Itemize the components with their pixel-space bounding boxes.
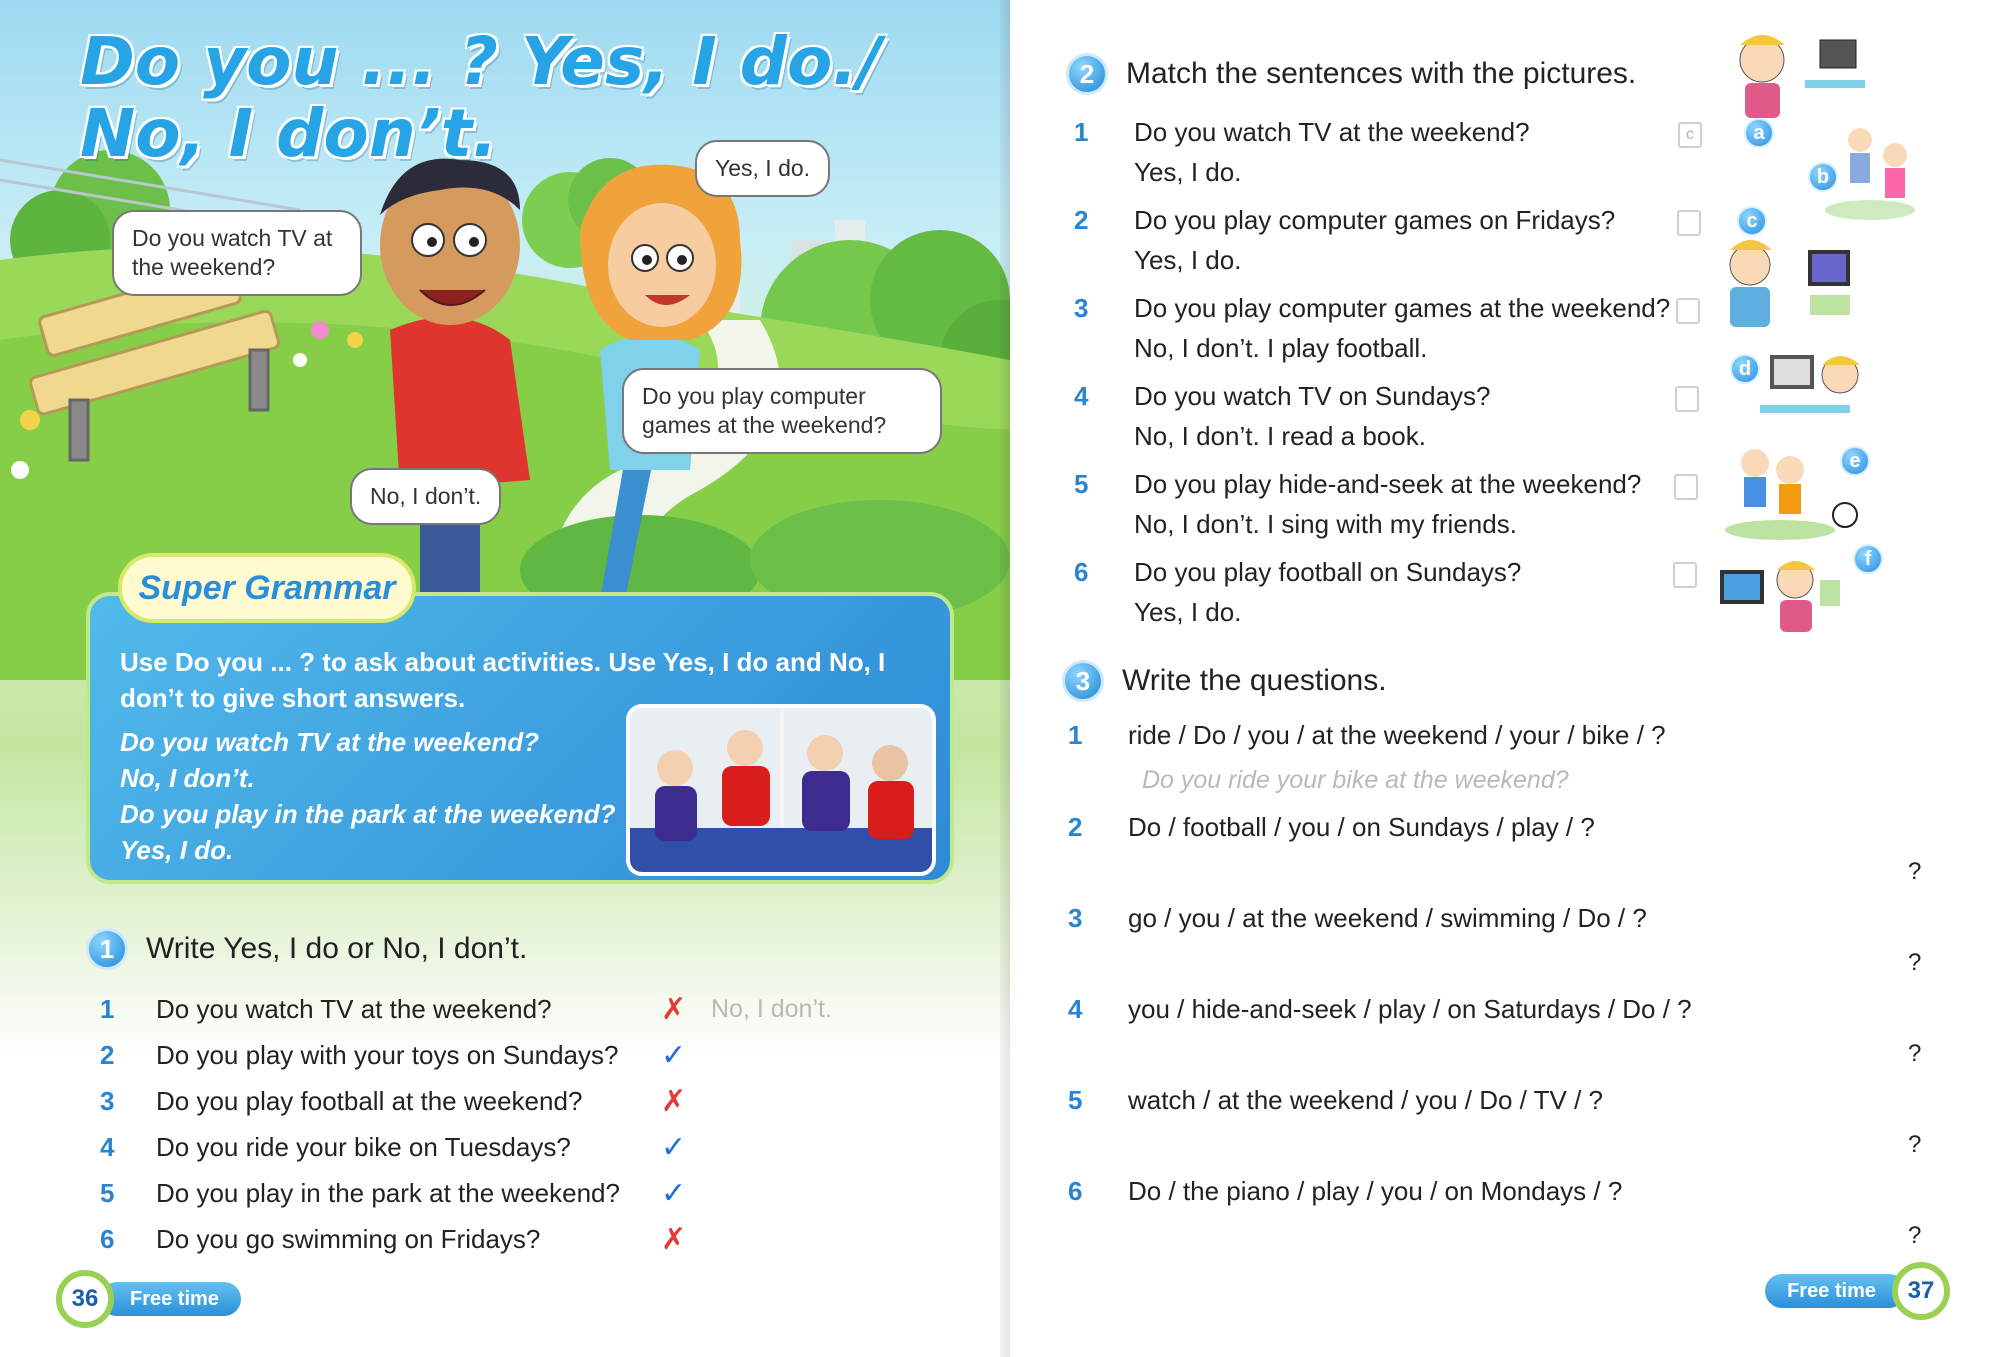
exercise-number-badge: 3 (1062, 660, 1104, 702)
cross-mark-icon: ✗ (661, 993, 687, 1026)
right-page (1010, 0, 2000, 1357)
answer-box[interactable]: c (1678, 122, 1702, 148)
picture-label: f (1853, 544, 1883, 574)
footer-section-label: Free time (100, 1282, 241, 1316)
exercise-1-item (100, 992, 832, 1027)
speech-bubble-girl-yes (695, 140, 830, 197)
item-number: 1 (1074, 117, 1089, 147)
item-number: 5 (1068, 1085, 1083, 1115)
item-number: 4 (1074, 381, 1089, 411)
item-number: 2 (1074, 205, 1089, 235)
question-mark: ? (1908, 858, 1922, 885)
speech-bubble-girl-question (622, 368, 942, 454)
cross-mark-icon: ✗ (661, 1223, 687, 1256)
speech-bubble-text: No, I don’t. (370, 483, 482, 509)
item-answer: Yes, I do. (1134, 597, 1242, 627)
item-answer: No, I don’t. I read a book. (1134, 421, 1426, 451)
picture-label: a (1744, 118, 1774, 148)
picture-e (1725, 449, 1857, 540)
item-question: Do you play in the park at the weekend? (156, 1178, 620, 1208)
answer-box[interactable] (1675, 386, 1699, 412)
item-jumbled-words: go / you / at the weekend / swimming / Do / ? (1128, 903, 1647, 933)
exercise-1-header (86, 928, 527, 970)
title-line-2: No, I don’t. (80, 95, 498, 172)
item-question: Do you play football at the weekend? (156, 1086, 583, 1116)
exercise-1-item (100, 1038, 711, 1073)
picture-label: d (1730, 354, 1760, 384)
picture-a (1740, 35, 1865, 118)
model-answer: Do you ride your bike at the weekend? (1142, 766, 1569, 794)
item-answer: No, I don’t. I play football. (1134, 333, 1428, 363)
children-photo (626, 704, 936, 876)
item-number: 6 (1068, 1176, 1083, 1206)
check-mark-icon: ✓ (661, 1039, 687, 1072)
answer-box[interactable] (1674, 474, 1698, 500)
exercise-2-instruction: Match the sentences with the pictures. (1126, 57, 1637, 90)
item-number: 6 (1074, 557, 1089, 587)
item-number: 3 (100, 1086, 115, 1116)
item-number: 5 (1074, 469, 1089, 499)
match-pictures-column (1710, 25, 1970, 655)
exercise-number-badge: 1 (86, 928, 128, 970)
item-number: 1 (100, 994, 115, 1024)
item-question: Do you play with your toys on Sundays? (156, 1040, 619, 1070)
item-number: 3 (1074, 293, 1089, 323)
answer-box[interactable] (1677, 210, 1701, 236)
super-grammar-label: Super Grammar (138, 568, 396, 607)
picture-f (1720, 561, 1840, 632)
grammar-example: Do you watch TV at the weekend? (120, 727, 539, 757)
item-number: 6 (100, 1224, 115, 1254)
question-mark: ? (1908, 1222, 1922, 1249)
picture-label: b (1808, 162, 1838, 192)
title-line-1: Do you ... ? Yes, I do./ (80, 23, 882, 100)
item-number: 2 (100, 1040, 115, 1070)
exercise-2-header (1066, 53, 1636, 95)
picture-c (1730, 240, 1850, 327)
item-question: Do you watch TV at the weekend? (1134, 117, 1530, 147)
exercise-1-item (100, 1084, 711, 1119)
super-grammar-tag (118, 553, 416, 623)
page-number: 36 (56, 1270, 114, 1328)
grammar-example: Yes, I do. (120, 835, 234, 865)
item-jumbled-words: ride / Do / you / at the weekend / your / bike / ? (1128, 720, 1666, 750)
answer-field[interactable]: No, I don’t. (711, 995, 832, 1023)
item-answer: Yes, I do. (1134, 245, 1242, 275)
item-number: 3 (1068, 903, 1083, 933)
speech-bubble-text: Do you play computer games at the weekend? (642, 383, 887, 438)
check-mark-icon: ✓ (661, 1131, 687, 1164)
item-question: Do you play computer games on Fridays? (1134, 205, 1616, 235)
item-answer: Yes, I do. (1134, 157, 1242, 187)
footer-right (1765, 1262, 1950, 1320)
item-number: 1 (1068, 720, 1083, 750)
picture-label: c (1737, 206, 1767, 236)
item-answer: No, I don’t. I sing with my friends. (1134, 509, 1517, 539)
item-number: 5 (100, 1178, 115, 1208)
exercise-1-item (100, 1130, 711, 1165)
item-question: Do you watch TV at the weekend? (156, 994, 552, 1024)
exercise-1-item (100, 1176, 711, 1211)
grammar-box (86, 592, 954, 884)
question-mark: ? (1908, 1040, 1922, 1067)
footer-section-label: Free time (1765, 1274, 1906, 1308)
question-mark: ? (1908, 1131, 1922, 1158)
exercise-1-item (100, 1222, 711, 1257)
item-question: Do you ride your bike on Tuesdays? (156, 1132, 571, 1162)
answer-box[interactable] (1676, 298, 1700, 324)
item-question: Do you play hide-and-seek at the weekend? (1134, 469, 1642, 499)
footer-left (56, 1270, 241, 1328)
item-question: Do you watch TV on Sundays? (1134, 381, 1491, 411)
grammar-example: Do you play in the park at the weekend? (120, 799, 616, 829)
cross-mark-icon: ✗ (661, 1085, 687, 1118)
exercise-3-header (1062, 660, 1387, 702)
answer-box[interactable] (1673, 562, 1697, 588)
check-mark-icon: ✓ (661, 1177, 687, 1210)
grammar-examples (120, 724, 616, 868)
grammar-intro: Use Do you ... ? to ask about activities. Use Yes, I do and No, I don’t to give short answers. (120, 647, 886, 713)
picture-label: e (1840, 446, 1870, 476)
item-number: 2 (1068, 812, 1083, 842)
item-number: 4 (100, 1132, 115, 1162)
item-jumbled-words: you / hide-and-seek / play / on Saturdays / Do / ? (1128, 994, 1692, 1024)
item-jumbled-words: Do / football / you / on Sundays / play / ? (1128, 812, 1595, 842)
children-sitting-image (630, 708, 932, 872)
item-jumbled-words: Do / the piano / play / you / on Mondays / ? (1128, 1176, 1623, 1206)
item-number: 4 (1068, 994, 1083, 1024)
item-question: Do you go swimming on Fridays? (156, 1224, 541, 1254)
picture-b (1825, 128, 1915, 220)
exercise-number-badge: 2 (1066, 53, 1108, 95)
question-mark: ? (1908, 949, 1922, 976)
exercise-1-instruction: Write Yes, I do or No, I don’t. (146, 932, 528, 965)
item-question: Do you play computer games at the weekend? (1134, 293, 1671, 323)
exercise-3-instruction: Write the questions. (1122, 664, 1387, 697)
speech-bubble-boy-question (112, 210, 362, 296)
speech-bubble-text: Do you watch TV at the weekend? (132, 225, 333, 280)
item-jumbled-words: watch / at the weekend / you / Do / TV / ? (1128, 1085, 1603, 1115)
speech-bubble-text: Yes, I do. (715, 155, 811, 181)
page-number: 37 (1892, 1262, 1950, 1320)
speech-bubble-boy-no (350, 468, 501, 525)
item-question: Do you play football on Sundays? (1134, 557, 1522, 587)
grammar-example: No, I don’t. (120, 763, 255, 793)
picture-d (1760, 355, 1860, 413)
